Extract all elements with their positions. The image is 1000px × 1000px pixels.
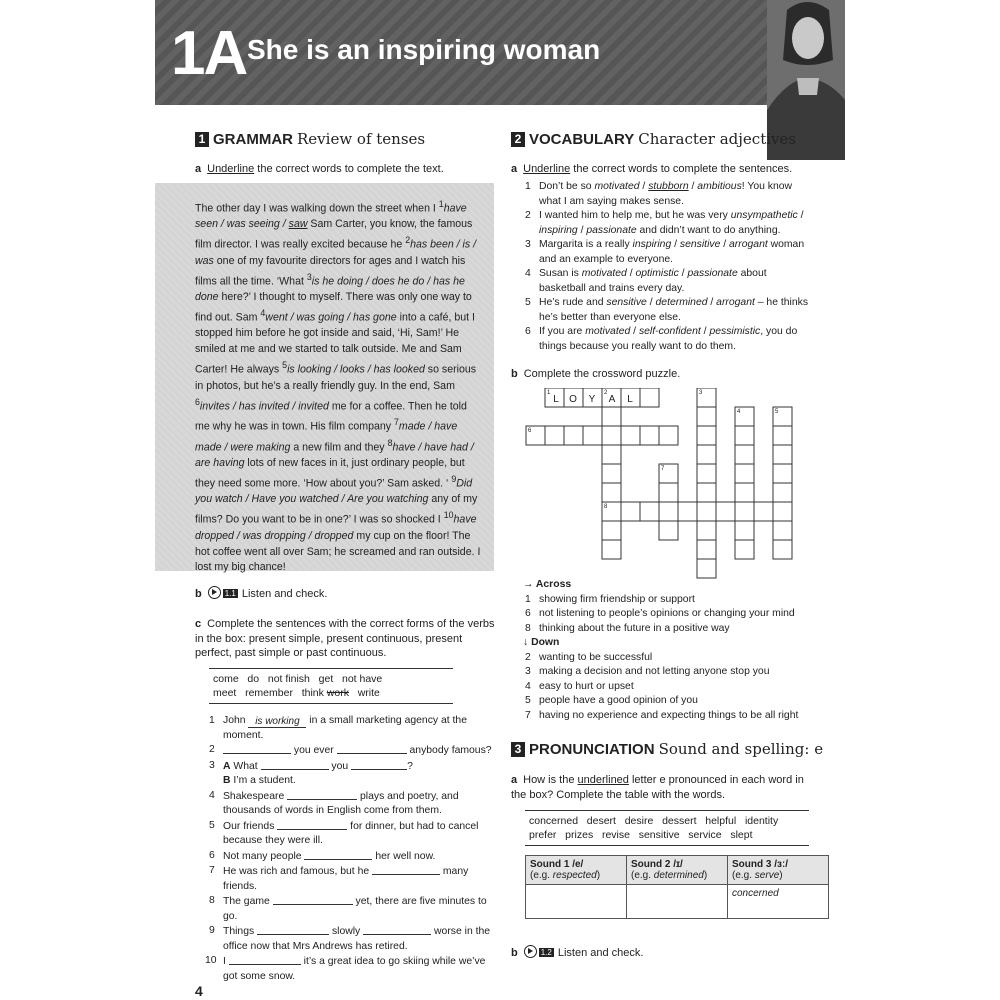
list-item: 5 He’s rude and sensitive / determined / arrogant – he thinks he’s better than everyone else. (525, 297, 809, 323)
sound-3-header: Sound 3 /ɜː/ (e.g. serve) (728, 856, 829, 885)
word-box: concerned desert desire dessert helpful identity prefer prizes revise sensitive service slept (525, 810, 809, 846)
list-item: 2 wanting to be successful (525, 651, 653, 663)
reading-passage-box (155, 183, 494, 574)
workbook-page (155, 0, 845, 1000)
svg-text:O: O (569, 394, 577, 405)
vocabulary-b-instruction: b Complete the crossword puzzle. (511, 368, 681, 380)
svg-text:8: 8 (604, 504, 608, 510)
svg-text:5: 5 (775, 409, 779, 415)
sound-2-cell[interactable] (627, 885, 728, 919)
pronunciation-b-instruction: b 1.2 Listen and check. (511, 947, 644, 959)
audio-play-icon[interactable] (524, 945, 537, 958)
svg-text:2: 2 (604, 390, 608, 396)
list-item: 8 The game yet, there are five minutes to go. (209, 895, 487, 922)
sound-3-cell[interactable]: concerned (728, 885, 829, 919)
list-item: 2 you ever anybody famous? (209, 744, 492, 756)
list-item: 6 If you are motivated / self-confident / pessimistic, you do things because you really want to do them. (525, 326, 798, 352)
grammar-c-sentences (205, 714, 499, 984)
list-item: 3 Margarita is a really inspiring / sensitive / arrogant woman and an example to everyone. (525, 239, 805, 265)
vocabulary-heading: 2 VOCABULARY Character adjectives (511, 130, 796, 148)
vocabulary-a-instruction: a Underline the correct words to complete the sentences. (511, 163, 793, 175)
vocabulary-a-sentences (525, 180, 815, 354)
list-item: 1 John is working in a small marketing agency at the moment. (209, 715, 467, 741)
grammar-c-instruction: c Complete the sentences with the correct forms of the verbs in the box: present simple, present continuous, present perfect, past simple or past continuous. (195, 618, 495, 659)
page-number: 4 (195, 983, 203, 999)
list-item: 3 A What you ? B I’m a student. (209, 759, 413, 786)
svg-text:Y: Y (588, 394, 596, 405)
sound-2-header: Sound 2 /ɪ/ (e.g. determined) (627, 856, 728, 885)
svg-text:A: A (608, 394, 616, 405)
verb-box: come do not finish get not have meet remember think work write (209, 668, 453, 704)
unit-number: 1A (171, 19, 247, 88)
svg-text:L: L (553, 394, 559, 405)
grammar-a-instruction: a Underline the correct words to complete the text. (195, 163, 444, 175)
list-item: 6 Not many people her well now. (209, 849, 436, 862)
list-item: 7 He was rich and famous, but he many friends. (209, 865, 469, 892)
unit-title: She is an inspiring woman (247, 34, 601, 65)
unit-banner (155, 0, 845, 105)
svg-text:1: 1 (547, 390, 551, 396)
list-item: 5 people have a good opinion of you (525, 695, 698, 706)
list-item: 4 Shakespeare plays and poetry, and thousands of words in English come from them. (209, 789, 459, 816)
list-item: 4 Susan is motivated / optimistic / passionate about basketball and trains every day. (525, 268, 767, 294)
list-item: 7 having no experience and expecting things to be all right (525, 709, 799, 721)
crossword-grid[interactable] (525, 388, 825, 580)
list-item: 5 Our friends for dinner, but had to cancel because they were ill. (209, 819, 479, 846)
svg-text:7: 7 (661, 466, 665, 472)
grammar-b-instruction: b 1.1 Listen and check. (195, 588, 328, 600)
svg-text:3: 3 (699, 390, 703, 396)
list-item: 10 I it’s a great idea to go skiing while we’ve got some snow. (205, 955, 486, 982)
sound-1-header: Sound 1 /e/ (e.g. respected) (526, 856, 627, 885)
svg-text:4: 4 (737, 409, 741, 415)
svg-text:L: L (627, 394, 633, 405)
list-item: 2 I wanted him to help me, but he was very unsympathetic / inspiring / passionate and didn’t want to do anything. (525, 210, 804, 236)
list-item: 9 Things slowly worse in the office now that Mrs Andrews has retired. (209, 925, 491, 952)
list-item: 3 making a decision and not letting anyone stop you (525, 666, 770, 677)
reading-passage: The other day I was walking down the street when I $^1$have seen / was seeing / saw Sam Carter, you know, the famous film director. I was really excited because he $^2$has been / is / was one of my favourite directors for ages and I watch his films all the time. ‘What $^3$is he doing / does he do / has he done here?’ I thought to myself. There was only one way to find out. Sam $^4$went / was going / has gone into a café, but I stopped him before he got inside and said, ‘Hi, Sam!’ He smiled at me and we started to talk outside. Me and Sam Carter! He always $^5$is looking / looks / has looked so serious in photos, but he’s a really friendly guy. In the end, Sam $^6$invites / has invited / invited me for a coffee. Then he told me why he was in town. His film company $^7$made / have made / were making a new film and they $^8$have / have had / are having lots of new faces in it, just ordinary people, but they need some more. ‘How about you?’ Sam asked. ‘ $^9$Did you watch / Have you watched / Are you watching any of my films? Do you want to be in one?’ I was so shocked I $^{10}$have dropped / was dropping / dropped my cup on the floor! The hot coffee went all over Sam; he screamed and ran outside. I lost my big chance! (195, 199, 481, 574)
sound-table (525, 855, 829, 919)
list-item: 1 Don’t be so motivated / stubborn / ambitious! You know what I am saying makes sense. (525, 181, 793, 207)
list-item: 8 thinking about the future in a positive way (525, 622, 730, 634)
list-item: 6 not listening to people’s opinions or changing your mind (525, 608, 795, 619)
audio-play-icon[interactable] (208, 586, 221, 599)
crossword-clues: → Across 1 showing firm friendship or support 6 not listening to people’s opinions or changing your mind 8 thinking about the future in a positive way ↓ Down 2 wanting to be successful 3 making a decision and not letting anyone stop you 4 easy to hurt or upset 5 people have a good opinion of you 7 having no experience and expecting things to be all right (525, 578, 825, 723)
sound-1-cell[interactable] (526, 885, 627, 919)
grammar-heading: 1 GRAMMAR Review of tenses (195, 130, 425, 148)
svg-text:6: 6 (528, 428, 532, 434)
list-item: 4 easy to hurt or upset (525, 680, 634, 692)
pronunciation-heading: 3 PRONUNCIATION Sound and spelling: e (511, 740, 823, 758)
pronunciation-a-instruction: a How is the underlined letter e pronounced in each word in the box? Complete the table with the words. (511, 774, 804, 801)
list-item: 1 showing firm friendship or support (525, 593, 695, 605)
